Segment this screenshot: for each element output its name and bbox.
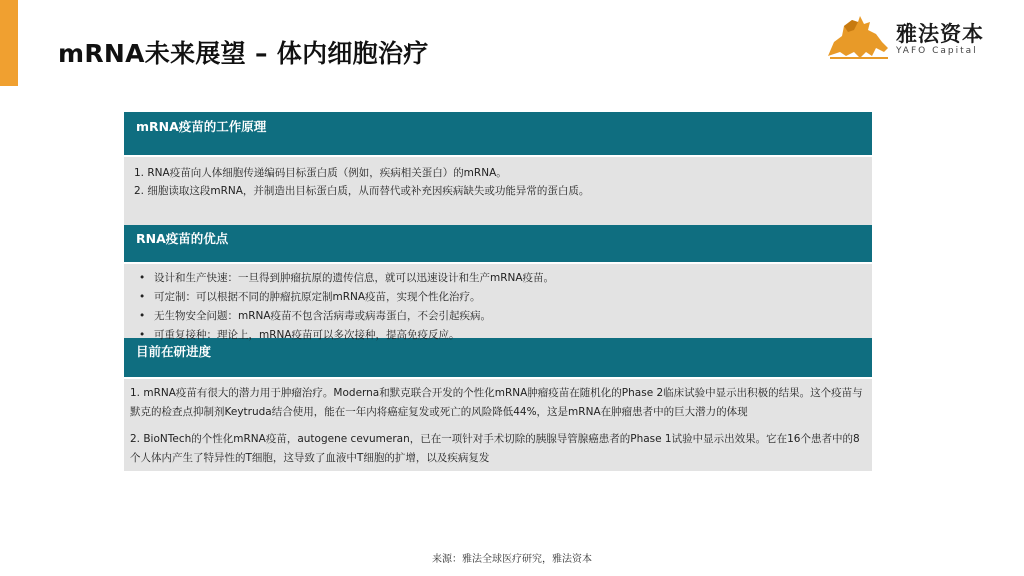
section-body-principle <box>124 155 872 225</box>
accent-bar <box>0 0 18 86</box>
section-body-progress <box>124 377 872 471</box>
advantage-item: • 可定制：可以根据不同的肿瘤抗原定制mRNA疫苗，实现个性化治疗。 <box>134 288 862 307</box>
principle-line: 2. 细胞读取这段mRNA，并制造出目标蛋白质，从而替代或补充因疾病缺失或功能异常的蛋白质。 <box>134 185 590 197</box>
lion-icon <box>824 12 894 64</box>
progress-paragraph: 1. mRNA疫苗有很大的潜力用于肿瘤治疗。Moderna和默克联合开发的个性化mRNA肿瘤疫苗在随机化的Phase 2临床试验中显示出积极的结果。这个疫苗与默克的检查点抑制剂Keytruda结合使用，能在一年内将癌症复发或死亡的风险降低44%，这是mRNA在肿瘤患者中的巨大潜力的体现 <box>130 387 863 418</box>
source-footnote: 来源：雅法全球医疗研究，雅法资本 <box>432 554 592 565</box>
progress-paragraph: 2. BioNTech的个性化mRNA疫苗，autogene cevumeran，已在一项针对手术切除的胰腺导管腺癌患者的Phase 1试验中显示出效果。它在16个患者中的8个人体内产生了特异性的T细胞，这导致了血液中T细胞的扩增，以及疾病复发 <box>130 433 860 464</box>
section-heading-principle: mRNA疫苗的工作原理 <box>124 112 872 155</box>
logo-name-en: YAFO Capital <box>896 46 978 56</box>
content-panel <box>124 112 872 471</box>
advantage-item: • 设计和生产快速：一旦得到肿瘤抗原的遗传信息，就可以迅速设计和生产mRNA疫苗。 <box>134 269 862 288</box>
page-title: mRNA未来展望 – 体内细胞治疗 <box>58 39 429 68</box>
section-body-advantages <box>124 262 872 341</box>
advantage-item: • 可重复接种：理论上，mRNA疫苗可以多次接种，提高免疫反应。 <box>134 326 862 345</box>
section-heading-advantages: RNA疫苗的优点 <box>124 225 872 262</box>
principle-line: 1. RNA疫苗向人体细胞传递编码目标蛋白质（例如，疾病相关蛋白）的mRNA。 <box>134 167 507 179</box>
logo-name-cn: 雅法资本 <box>896 22 984 46</box>
section-heading-progress: 目前在研进度 <box>124 338 872 377</box>
company-logo <box>824 12 994 64</box>
advantage-item: • 无生物安全问题：mRNA疫苗不包含活病毒或病毒蛋白，不会引起疾病。 <box>134 307 862 326</box>
